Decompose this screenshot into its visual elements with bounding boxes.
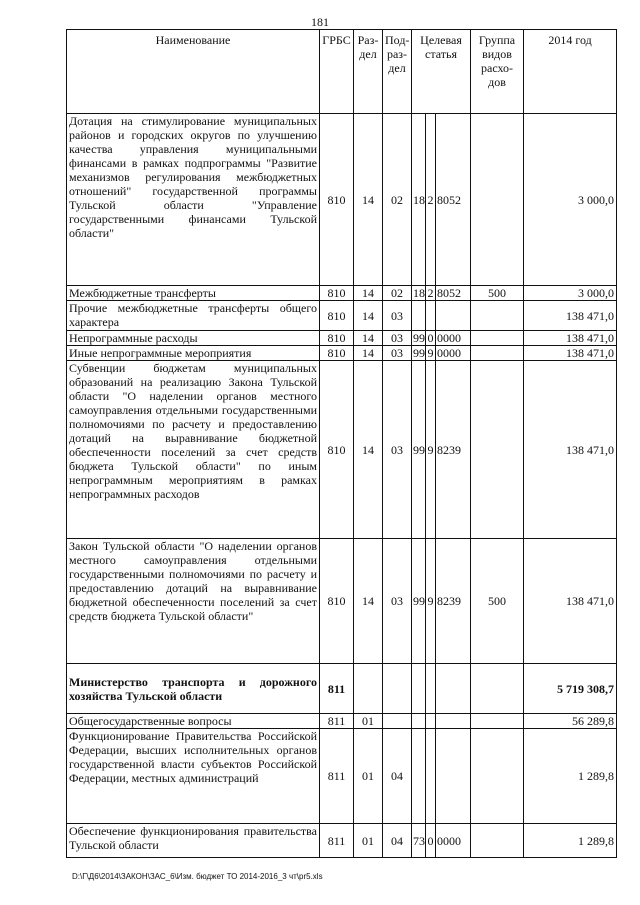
header-gruppa: Группа видов расхо-дов bbox=[471, 30, 524, 114]
row-cs2: 0 bbox=[426, 824, 436, 858]
row-grbs: 810 bbox=[320, 346, 354, 361]
row-cs2 bbox=[426, 664, 436, 714]
row-vr bbox=[471, 331, 524, 346]
row-cs1 bbox=[412, 301, 426, 331]
row-cs1: 99 bbox=[412, 539, 426, 664]
row-cs2: 0 bbox=[427, 331, 434, 345]
row-grbs: 811 bbox=[320, 824, 354, 858]
row-cs2: 9 bbox=[427, 346, 434, 360]
row-amount: 1 289,8 bbox=[524, 729, 617, 824]
row-vr bbox=[471, 729, 524, 824]
table-row bbox=[67, 286, 617, 301]
row-vr bbox=[471, 114, 524, 286]
table-row bbox=[67, 824, 617, 858]
row-amount: 3 000,0 bbox=[524, 114, 617, 286]
table-header-row bbox=[67, 30, 617, 114]
row-vr bbox=[471, 714, 524, 729]
table-row bbox=[67, 331, 617, 346]
row-podrazdel: 04 bbox=[383, 824, 412, 858]
row-podrazdel: 03 bbox=[383, 346, 412, 361]
row-grbs: 810 bbox=[320, 286, 354, 301]
row-amount: 138 471,0 bbox=[524, 331, 617, 346]
row-cs2: 2 bbox=[427, 286, 434, 300]
row-cs2 bbox=[426, 729, 436, 824]
row-cs3 bbox=[436, 301, 471, 331]
row-amount: 1 289,8 bbox=[524, 824, 617, 858]
row-vr bbox=[471, 361, 524, 539]
row-podrazdel: 02 bbox=[383, 114, 412, 286]
file-path-footer: D:\Г\Д6\2014\ЗАКОН\ЗАС_6\Изм. бюджет ТО 2014-2016_3 чт\pr5.xls bbox=[72, 872, 323, 881]
row-cs3: 0000 bbox=[436, 331, 471, 346]
row-cs2 bbox=[426, 301, 436, 331]
row-name: Министерство транспорта и дорожного хозяйства Тульской области bbox=[67, 664, 320, 714]
row-vr bbox=[471, 664, 524, 714]
row-cs3: 8052 bbox=[436, 286, 471, 301]
header-podrazdel: Под-раз-дел bbox=[383, 30, 412, 114]
row-podrazdel: 03 bbox=[383, 361, 412, 539]
row-cs3 bbox=[436, 714, 471, 729]
row-grbs: 810 bbox=[320, 539, 354, 664]
row-vr bbox=[471, 301, 524, 331]
row-name: Закон Тульской области "О наделении органов местного самоуправления отдельными государственными полномочиями по расчету и предоставлению дотаций на выравнивание бюджетной обеспеченности поселений за счет средств бюджета Тульской области" bbox=[67, 539, 320, 664]
row-vr: 500 bbox=[471, 286, 524, 301]
row-cs1: 18 bbox=[413, 286, 425, 300]
row-name: Прочие межбюджетные трансферты общего характера bbox=[67, 301, 320, 331]
row-cs2: 9 bbox=[426, 361, 436, 539]
row-podrazdel: 03 bbox=[383, 301, 412, 331]
header-celevaya: Целевая статья bbox=[412, 30, 471, 114]
row-cs1 bbox=[412, 714, 426, 729]
table-row bbox=[67, 114, 617, 286]
row-podrazdel bbox=[383, 664, 412, 714]
table-row bbox=[67, 361, 617, 539]
header-name: Наименование bbox=[67, 30, 320, 114]
row-amount: 138 471,0 bbox=[524, 539, 617, 664]
row-cs1: 99 bbox=[413, 331, 425, 345]
row-cs1 bbox=[412, 729, 426, 824]
table-row bbox=[67, 346, 617, 361]
table-row bbox=[67, 714, 617, 729]
row-razdel: 01 bbox=[354, 729, 383, 824]
row-cs3: 8052 bbox=[436, 114, 471, 286]
table-row bbox=[67, 539, 617, 664]
row-cs1: 73 bbox=[412, 824, 426, 858]
page-number: 181 bbox=[311, 15, 329, 29]
row-name: Обеспечение функционирования правительства Тульской области bbox=[67, 824, 320, 858]
row-amount: 138 471,0 bbox=[524, 361, 617, 539]
row-amount: 56 289,8 bbox=[524, 714, 617, 729]
row-podrazdel bbox=[383, 714, 412, 729]
row-grbs: 811 bbox=[320, 729, 354, 824]
row-name: Функционирование Правительства Российской Федерации, высших исполнительных органов государственной власти субъектов Российской Федерации, местных администраций bbox=[67, 729, 320, 824]
row-amount: 138 471,0 bbox=[524, 346, 617, 361]
row-cs2 bbox=[426, 714, 436, 729]
row-razdel: 14 bbox=[354, 286, 383, 301]
row-cs3 bbox=[436, 729, 471, 824]
row-name: Непрограммные расходы bbox=[67, 331, 320, 346]
row-grbs: 810 bbox=[320, 301, 354, 331]
row-razdel: 01 bbox=[354, 714, 383, 729]
row-razdel: 14 bbox=[354, 539, 383, 664]
row-vr bbox=[471, 346, 524, 361]
row-grbs: 811 bbox=[320, 714, 354, 729]
row-podrazdel: 03 bbox=[383, 539, 412, 664]
row-cs2: 9 bbox=[426, 539, 436, 664]
row-podrazdel: 02 bbox=[383, 286, 412, 301]
row-name: Дотация на стимулирование муниципальных районов и городских округов по улучшению качества управления муниципальными финансами в рамках подпрограммы "Развитие механизмов регулирования межбюджетных отношений" государственной программы Тульской области "Управление государственными финансами Тульской области" bbox=[67, 114, 320, 286]
row-razdel: 14 bbox=[354, 301, 383, 331]
row-cs3: 8239 bbox=[436, 539, 471, 664]
row-grbs: 811 bbox=[320, 664, 354, 714]
row-grbs: 810 bbox=[320, 114, 354, 286]
row-razdel: 01 bbox=[354, 824, 383, 858]
row-razdel: 14 bbox=[354, 331, 383, 346]
row-cs3: 0000 bbox=[436, 824, 471, 858]
row-cs3 bbox=[436, 664, 471, 714]
row-cs3: 8239 bbox=[436, 361, 471, 539]
row-cs1: 99 bbox=[412, 361, 426, 539]
table-row bbox=[67, 664, 617, 714]
row-amount: 5 719 308,7 bbox=[524, 664, 617, 714]
header-year: 2014 год bbox=[524, 30, 617, 114]
table-row bbox=[67, 301, 617, 331]
table-row bbox=[67, 729, 617, 824]
row-cs1 bbox=[412, 664, 426, 714]
row-name: Межбюджетные трансферты bbox=[67, 286, 320, 301]
header-grbs: ГРБС bbox=[320, 30, 354, 114]
row-amount: 3 000,0 bbox=[524, 286, 617, 301]
row-razdel bbox=[354, 664, 383, 714]
row-razdel: 14 bbox=[354, 361, 383, 539]
row-vr bbox=[471, 824, 524, 858]
row-grbs: 810 bbox=[320, 361, 354, 539]
row-amount: 138 471,0 bbox=[524, 301, 617, 331]
row-podrazdel: 03 bbox=[383, 331, 412, 346]
budget-table bbox=[66, 29, 617, 858]
row-cs1: 99 bbox=[413, 346, 425, 360]
row-cs2: 2 bbox=[426, 114, 436, 286]
row-name: Иные непрограммные мероприятия bbox=[67, 346, 320, 361]
row-razdel: 14 bbox=[354, 114, 383, 286]
row-grbs: 810 bbox=[320, 331, 354, 346]
row-vr: 500 bbox=[471, 539, 524, 664]
row-podrazdel: 04 bbox=[383, 729, 412, 824]
row-cs3: 0000 bbox=[436, 346, 471, 361]
header-razdel: Раз-дел bbox=[354, 30, 383, 114]
row-name: Субвенции бюджетам муниципальных образований на реализацию Закона Тульской области "О наделении органов местного самоуправления отдельными государственными полномочиями по расчету и предоставлению дотаций на выравнивание бюджетной обеспеченности поселений за счет средств бюджета Тульской области" по иным непрограммным мероприятиям в рамках непрограммных расходов bbox=[67, 361, 320, 539]
row-cs1: 18 bbox=[412, 114, 426, 286]
row-name: Общегосударственные вопросы bbox=[67, 714, 320, 729]
row-razdel: 14 bbox=[354, 346, 383, 361]
